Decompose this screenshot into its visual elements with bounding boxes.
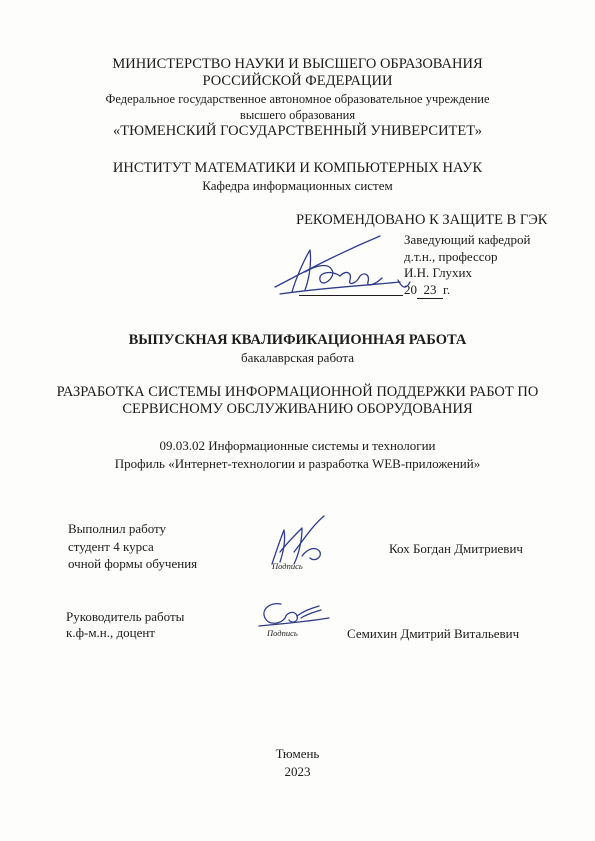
approval-degree: д.т.н., профессор [404, 249, 498, 264]
approval-year-suffix: 23 [417, 282, 443, 299]
institution-line-2: высшего образования [239, 108, 356, 122]
approval-name: И.Н. Глухих [404, 265, 473, 280]
department-name: Кафедра информационных систем [202, 178, 393, 193]
supervisor-name: Семихин Дмитрий Витальевич [347, 626, 520, 641]
student-name: Кох Богдан Дмитриевич [389, 541, 523, 556]
work-subtype: бакалаврская работа [241, 350, 354, 365]
work-title-line-1: РАЗРАБОТКА СИСТЕМЫ ИНФОРМАЦИОННОЙ ПОДДЕРЖКИ РАБОТ ПО [56, 384, 539, 400]
student-label-line-2: студент 4 курса [68, 539, 154, 554]
work-type: ВЫПУСКНАЯ КВАЛИФИКАЦИОННАЯ РАБОТА [128, 332, 467, 348]
supervisor-label-line-2: к.ф-м.н., доцент [66, 625, 155, 640]
institute-name: ИНСТИТУТ МАТЕМАТИКИ И КОМПЬЮТЕРНЫХ НАУК [112, 160, 483, 176]
student-signature-caption: Подпись [272, 561, 303, 571]
supervisor-signature-caption: Подпись [267, 628, 298, 638]
head-signature [270, 232, 420, 302]
profile: Профиль «Интернет-технологии и разработка WEB-приложений» [114, 456, 481, 471]
approval-position: Заведующий кафедрой [404, 232, 531, 247]
footer-city: Тюмень [275, 746, 320, 761]
approval-year-unit: г. [443, 282, 451, 297]
speciality: 09.03.02 Информационные системы и технологии [159, 438, 436, 453]
institution-line-1: Федеральное государственное автономное образовательное учреждение [105, 92, 490, 106]
approval-year-prefix: 20 [404, 282, 417, 297]
student-label-line-1: Выполнил работу [68, 521, 167, 536]
university-name: «ТЮМЕНСКИЙ ГОСУДАРСТВЕННЫЙ УНИВЕРСИТЕТ» [112, 123, 482, 139]
ministry-line-2: РОССИЙСКОЙ ФЕДЕРАЦИИ [202, 73, 393, 89]
approval-title: РЕКОМЕНДОВАНО К ЗАЩИТЕ В ГЭК [296, 212, 548, 228]
student-label-line-3: очной формы обучения [68, 556, 198, 571]
supervisor-label-line-1: Руководитель работы [66, 609, 185, 624]
work-title-line-2: СЕРВИСНОМУ ОБСЛУЖИВАНИЮ ОБОРУДОВАНИЯ [122, 401, 473, 417]
footer-year: 2023 [284, 764, 311, 779]
ministry-line-1: МИНИСТЕРСТВО НАУКИ И ВЫСШЕГО ОБРАЗОВАНИЯ [112, 56, 483, 72]
